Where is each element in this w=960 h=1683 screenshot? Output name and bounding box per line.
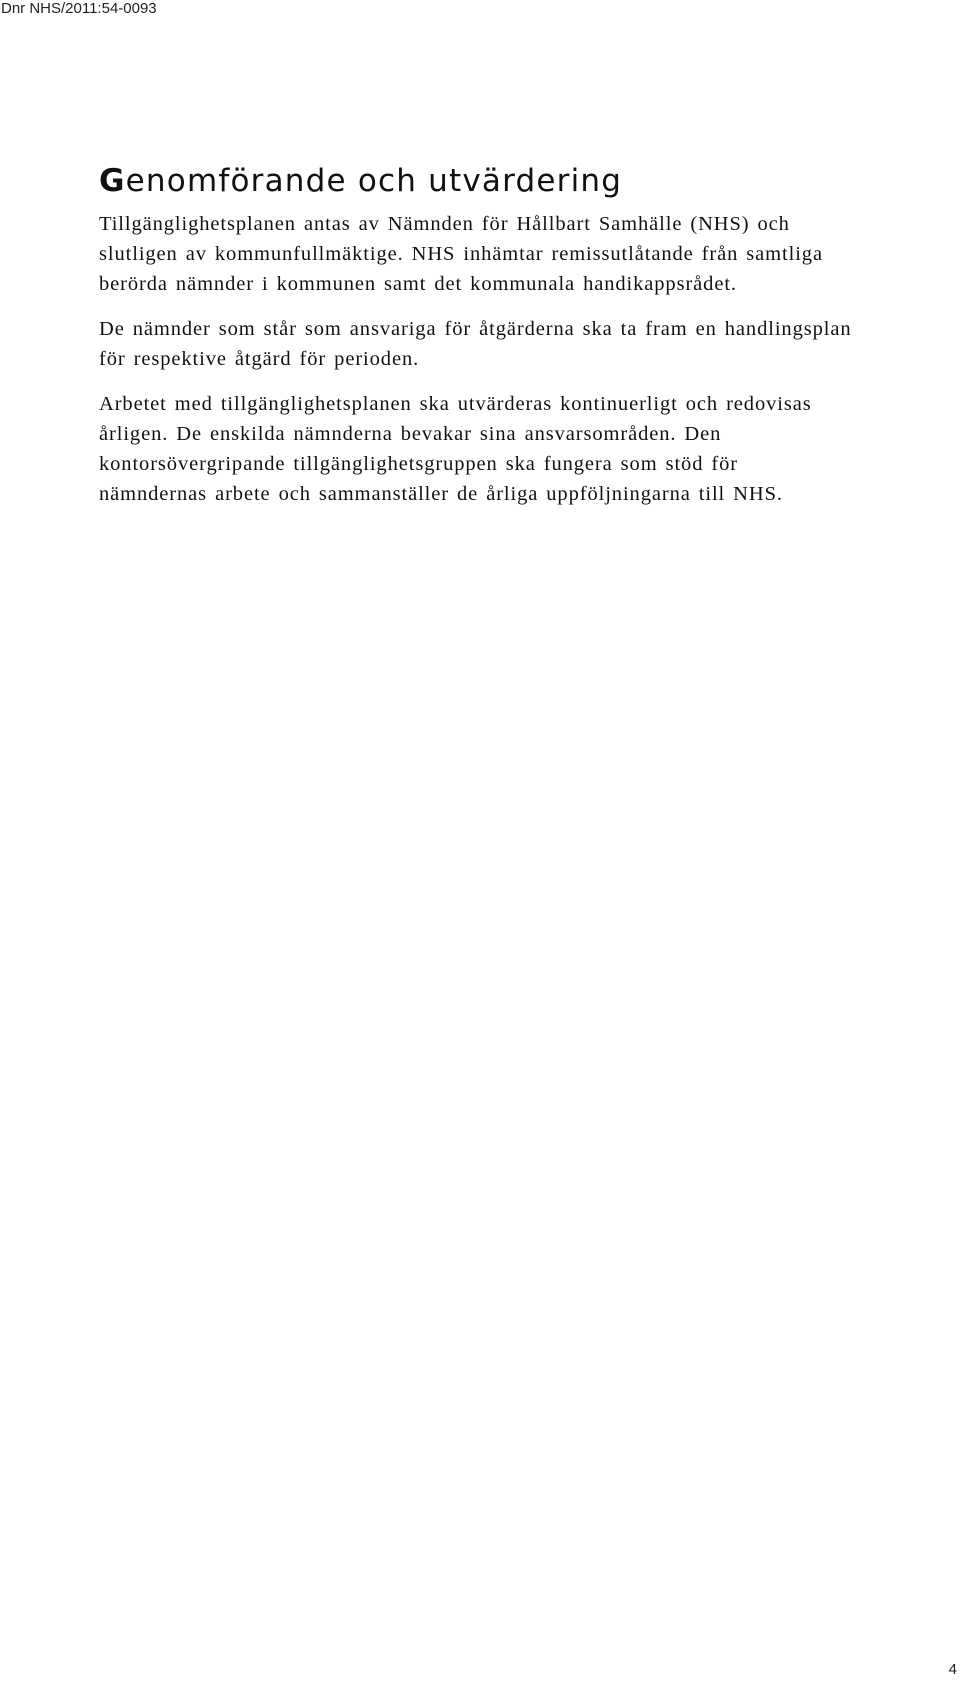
section-heading: [99, 162, 939, 200]
paragraph-line: slutligen av kommunfullmäktige. NHS inhämtar remissutlåtande från samtliga: [99, 243, 823, 265]
paragraph-line: Tillgänglighetsplanen antas av Nämnden för Hållbart Samhälle (NHS) och: [99, 213, 790, 235]
section-heading-initial: G: [99, 163, 126, 199]
paragraph-evaluation: [99, 389, 939, 509]
paragraph-line: årligen. De enskilda nämnderna bevakar sina ansvarsområden. Den: [99, 423, 722, 445]
paragraph-line: De nämnder som står som ansvariga för åtgärderna ska ta fram en handlingsplan: [99, 318, 852, 340]
paragraph-line: kontorsövergripande tillgänglighetsgruppen ska fungera som stöd för: [99, 453, 738, 475]
document-section: [99, 162, 939, 524]
section-heading-text: enomförande och utvärdering: [125, 163, 623, 199]
paragraph-line: Arbetet med tillgänglighetsplanen ska utvärderas kontinuerligt och redovisas: [99, 393, 812, 415]
page-number: 4: [948, 1661, 957, 1678]
paragraph-line: nämndernas arbete och sammanställer de årliga uppföljningarna till NHS.: [99, 483, 783, 505]
paragraph-adoption: [99, 209, 939, 299]
paragraph-action-plans: [99, 314, 939, 374]
paragraph-line: berörda nämnder i kommunen samt det kommunala handikappsrådet.: [99, 273, 737, 295]
document-reference-number: Dnr NHS/2011:54-0093: [1, 0, 157, 17]
paragraph-line: för respektive åtgärd för perioden.: [99, 348, 420, 370]
